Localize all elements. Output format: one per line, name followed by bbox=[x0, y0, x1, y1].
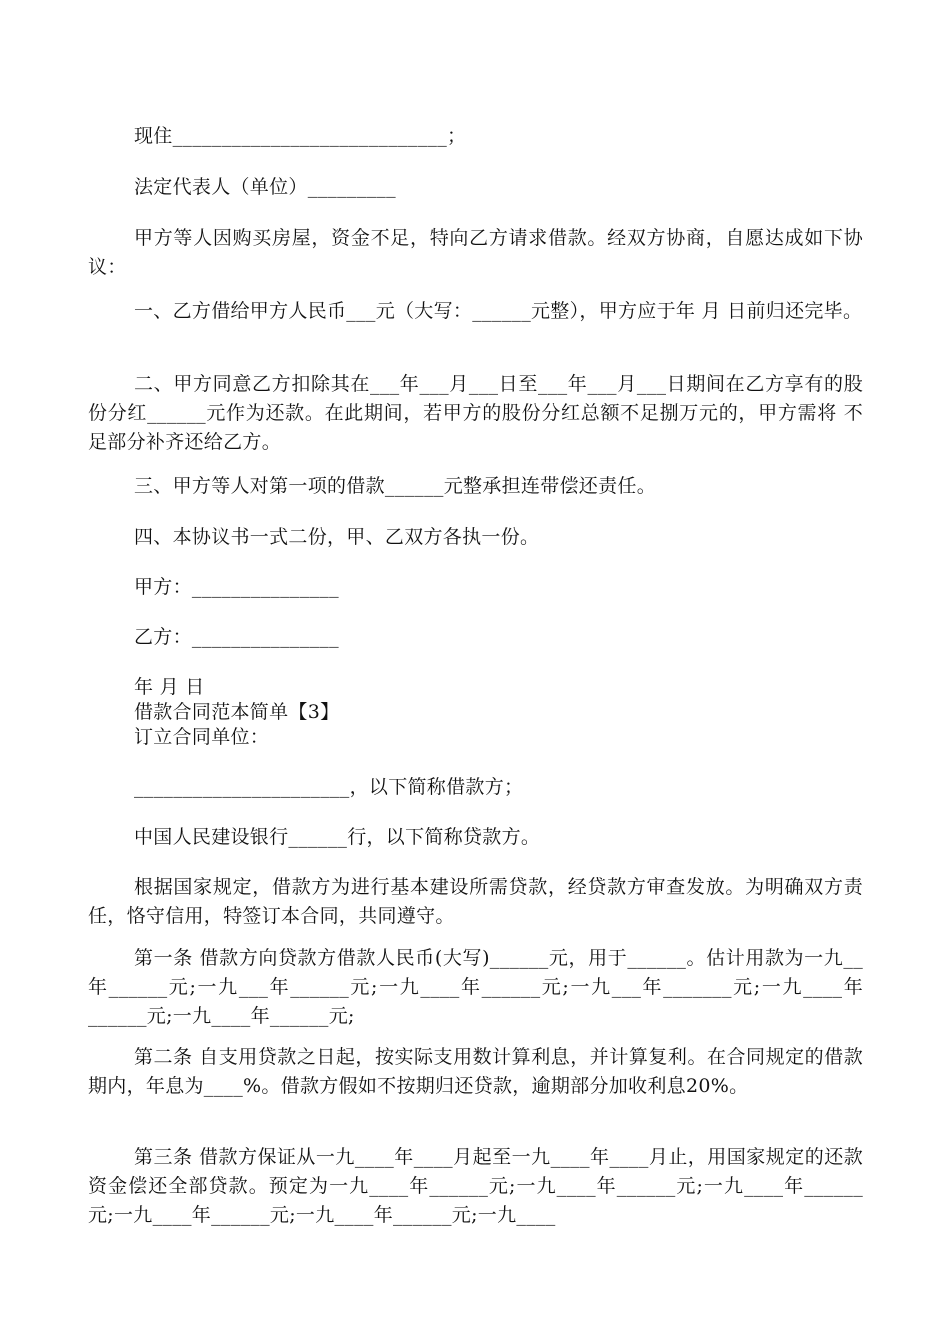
date-line: 年 月 日 bbox=[134, 676, 205, 698]
clause-1: 一、乙方借给甲方人民币___元（大写：______元整），甲方应于年 月 日前归还完毕。 bbox=[134, 300, 863, 322]
article-1: 第一条 借款方向贷款方借款人民币(大写)______元，用于______。估计用款为一九__年______元;一九___年______元;一九____年______元;一九___年_______元;一九____年______元;一九____年______元; bbox=[88, 947, 863, 1027]
legal-representative-line: 法定代表人（单位）_________ bbox=[134, 176, 396, 198]
article-2: 第二条 自支用贷款之日起，按实际支用数计算利息，并计算复利。在合同规定的借款期内，年息为____%。借款方假如不按期归还贷款，逾期部分加收利息20%。 bbox=[88, 1046, 863, 1097]
party-a-signature: 甲方：_______________ bbox=[134, 576, 339, 598]
preamble-paragraph: 甲方等人因购买房屋，资金不足，特向乙方请求借款。经双方协商，自愿达成如下协议： bbox=[88, 227, 863, 278]
clause-3: 三、甲方等人对第一项的借款______元整承担连带偿还责任。 bbox=[134, 475, 657, 497]
clause-2: 二、甲方同意乙方扣除其在___年___月___日至___年___月___日期间在乙方享有的股份分红______元作为还款。在此期间，若甲方的股份分红总额不足捌万元的，甲方需将 不足部分补齐还给乙方。 bbox=[88, 373, 863, 453]
basis-paragraph: 根据国家规定，借款方为进行基本建设所需贷款，经贷款方审查发放。为明确双方责任，恪守信用，特签订本合同，共同遵守。 bbox=[88, 876, 863, 927]
lender-line: 中国人民建设银行______行，以下简称贷款方。 bbox=[134, 826, 541, 848]
borrower-line: ______________________，以下简称借款方； bbox=[134, 776, 524, 798]
section-title: 借款合同范本简单【3】 bbox=[134, 701, 340, 723]
contract-parties-label: 订立合同单位： bbox=[134, 726, 270, 748]
party-b-signature: 乙方：_______________ bbox=[134, 626, 339, 648]
residence-line: 现住____________________________； bbox=[134, 125, 467, 147]
clause-4: 四、本协议书一式二份，甲、乙双方各执一份。 bbox=[134, 526, 540, 548]
article-3: 第三条 借款方保证从一九____年____月起至一九____年____月止，用国家规定的还款资金偿还全部贷款。预定为一九____年______元;一九____年______元;一九____年______元;一九____年______元;一九____年______元;一九____ bbox=[88, 1146, 863, 1226]
